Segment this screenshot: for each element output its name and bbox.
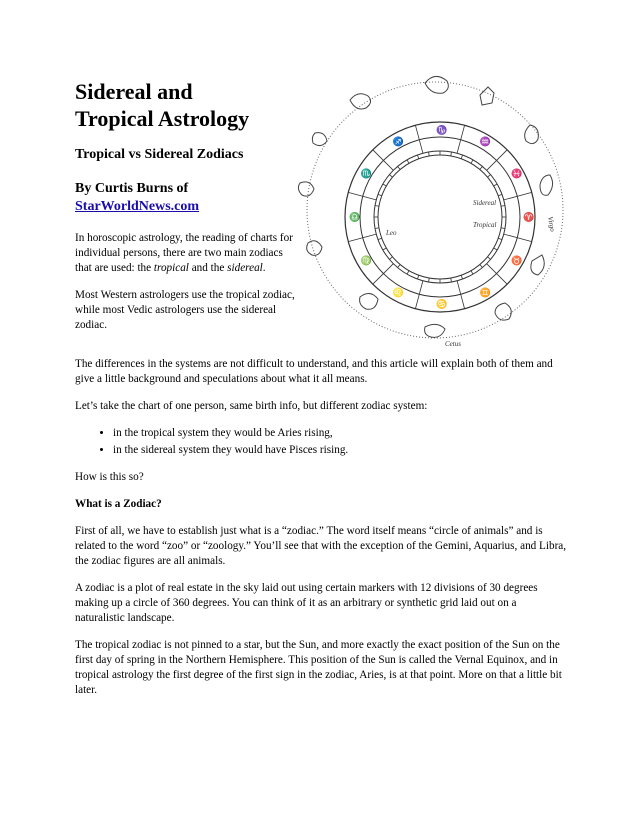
wheel-divider	[373, 150, 394, 171]
scales-figure-icon	[495, 303, 511, 320]
wheel-tick	[494, 248, 497, 250]
wheel-tick	[487, 175, 490, 178]
wheel-tick	[487, 257, 490, 260]
zodiac-sign-glyph-icon: ♒	[479, 137, 491, 148]
intro-paragraph-1	[75, 231, 295, 276]
cetus-label: Cetus	[445, 340, 461, 348]
bull-figure-icon	[425, 76, 448, 93]
intro-text-and: and the	[188, 262, 228, 274]
wheel-tick	[480, 264, 483, 267]
wheel-tick	[407, 271, 409, 274]
wheel-tick	[429, 152, 430, 156]
virgo-label: Virgo	[546, 215, 557, 233]
wheel-tick	[398, 166, 401, 169]
zodiac-sign-glyph-icon: ♌	[392, 288, 404, 299]
section-heading-zodiac: What is a Zodiac?	[75, 498, 162, 510]
intro-text: In horoscopic astrology, the reading of charts for individual persons, there are two main zodiacs that are used: the	[75, 232, 293, 274]
rising-sign-list	[75, 426, 567, 458]
wheel-tick	[375, 206, 379, 207]
wheel-tick	[378, 194, 382, 195]
wheel-tick	[398, 264, 401, 267]
wheel-tick	[501, 228, 505, 229]
article-body	[75, 357, 567, 710]
wheel-tick	[461, 275, 462, 279]
wheel-tick	[389, 175, 392, 178]
wheel-tick	[480, 166, 483, 169]
sidereal-term: sidereal	[227, 262, 263, 274]
wheel-tick	[498, 238, 502, 239]
wheel-tick	[417, 275, 418, 279]
wheel-tick	[494, 184, 497, 186]
tropical-term: tropical	[153, 262, 189, 274]
wheel-tick	[471, 271, 473, 274]
zodiac-sign-glyph-icon: ♋	[436, 300, 448, 310]
list-item: • in the tropical system they would be Aries rising,	[113, 426, 567, 441]
wheel-tick	[429, 278, 430, 282]
wheel-tick	[471, 160, 473, 163]
twins-figure-icon	[480, 87, 494, 105]
sidereal-label: Sidereal	[473, 199, 497, 207]
site-link[interactable]: StarWorldNews.com	[75, 199, 200, 214]
wheel-tick	[407, 160, 409, 163]
wheel-tick	[498, 194, 502, 195]
wheel-tick	[461, 155, 462, 159]
fish-figure-icon	[312, 133, 327, 146]
zodiac-sign-glyph-icon: ♊	[479, 288, 491, 299]
wheel-tick	[451, 278, 452, 282]
wheel-tick	[383, 248, 386, 250]
leo-label: Leo	[386, 229, 397, 237]
intro-text-end: .	[262, 262, 266, 274]
zodiac-sign-glyph-icon: ♓	[511, 169, 523, 180]
wheel-tick	[383, 184, 386, 186]
wheel-tick	[375, 228, 379, 229]
title-line-2: Tropical Astrology	[75, 106, 250, 131]
body-paragraph-4: First of all, we have to establish just what is a “zodiac.” The word itself means “circle of animals” and is related to the word “zoo” or “zoology.” You’ll see that with the exception of the Gemini, Aquarius, and Libra, the zodiac figures are all animals.	[75, 525, 567, 567]
body-paragraph-6: The tropical zodiac is not pinned to a star, but the Sun, and more exactly the exact position of the Sun on the first day of spring in the Northern Hemisphere. This position of the Sun is called the Vernal Equinox, and in tropical astrology the first degree of the first sign in the zodiac, Aries, is at that point. More on that a little bit later.	[75, 639, 562, 696]
lion-figure-icon	[540, 175, 553, 195]
zodiac-sign-glyph-icon: ♎	[349, 213, 361, 223]
wheel-divider	[487, 264, 508, 285]
wheel-tick	[417, 155, 418, 159]
document-subtitle: Tropical vs Sidereal Zodiacs	[75, 147, 244, 162]
archer-figure-icon	[360, 293, 378, 309]
list-item: • in the sidereal system they would have Pisces rising.	[113, 443, 567, 458]
body-paragraph-2: Let’s take the chart of one person, same birth info, but different zodiac system:	[75, 400, 428, 412]
body-paragraph-3: How is this so?	[75, 471, 144, 483]
body-paragraph-1: The differences in the systems are not difficult to understand, and this article will explain both of them and give a little background and speculations about what it all means.	[75, 358, 553, 385]
intro-column	[75, 231, 295, 345]
byline-author: By Curtis Burns of	[75, 181, 189, 196]
zodiac-sign-glyph-icon: ♏	[360, 169, 372, 180]
wheel-tick	[389, 257, 392, 260]
title-line-1: Sidereal and	[75, 79, 193, 104]
wheel-tick	[378, 238, 382, 239]
zodiac-sign-glyph-icon: ♐	[392, 137, 404, 148]
body-paragraph-5: A zodiac is a plot of real estate in the sky laid out using certain markers with 12 divisions of 30 degrees making up a circle of 360 degrees. You can think of it as an arbitrary or synthetic grid laid out on a naturalistic landscape.	[75, 582, 538, 624]
crab-figure-icon	[525, 125, 539, 144]
maiden-figure-icon	[531, 255, 544, 275]
tropical-label: Tropical	[473, 221, 497, 229]
wheel-divider	[487, 150, 508, 171]
scorpion-figure-icon	[425, 324, 445, 337]
water-bearer-figure-icon	[298, 182, 314, 196]
wheel-divider	[373, 264, 394, 285]
zodiac-sign-glyph-icon: ♑	[436, 126, 448, 136]
intro-paragraph-2: Most Western astrologers use the tropical zodiac, while most Vedic astrologers use the sidereal zodiac.	[75, 289, 295, 331]
zodiac-sign-glyph-icon: ♈	[523, 213, 535, 223]
byline	[75, 180, 199, 216]
wheel-tick	[501, 206, 505, 207]
zodiac-sign-glyph-icon: ♉	[511, 256, 523, 267]
zodiac-wheel-illustration	[290, 65, 580, 350]
wheel-tick	[451, 152, 452, 156]
zodiac-sign-glyph-icon: ♍	[360, 256, 372, 267]
